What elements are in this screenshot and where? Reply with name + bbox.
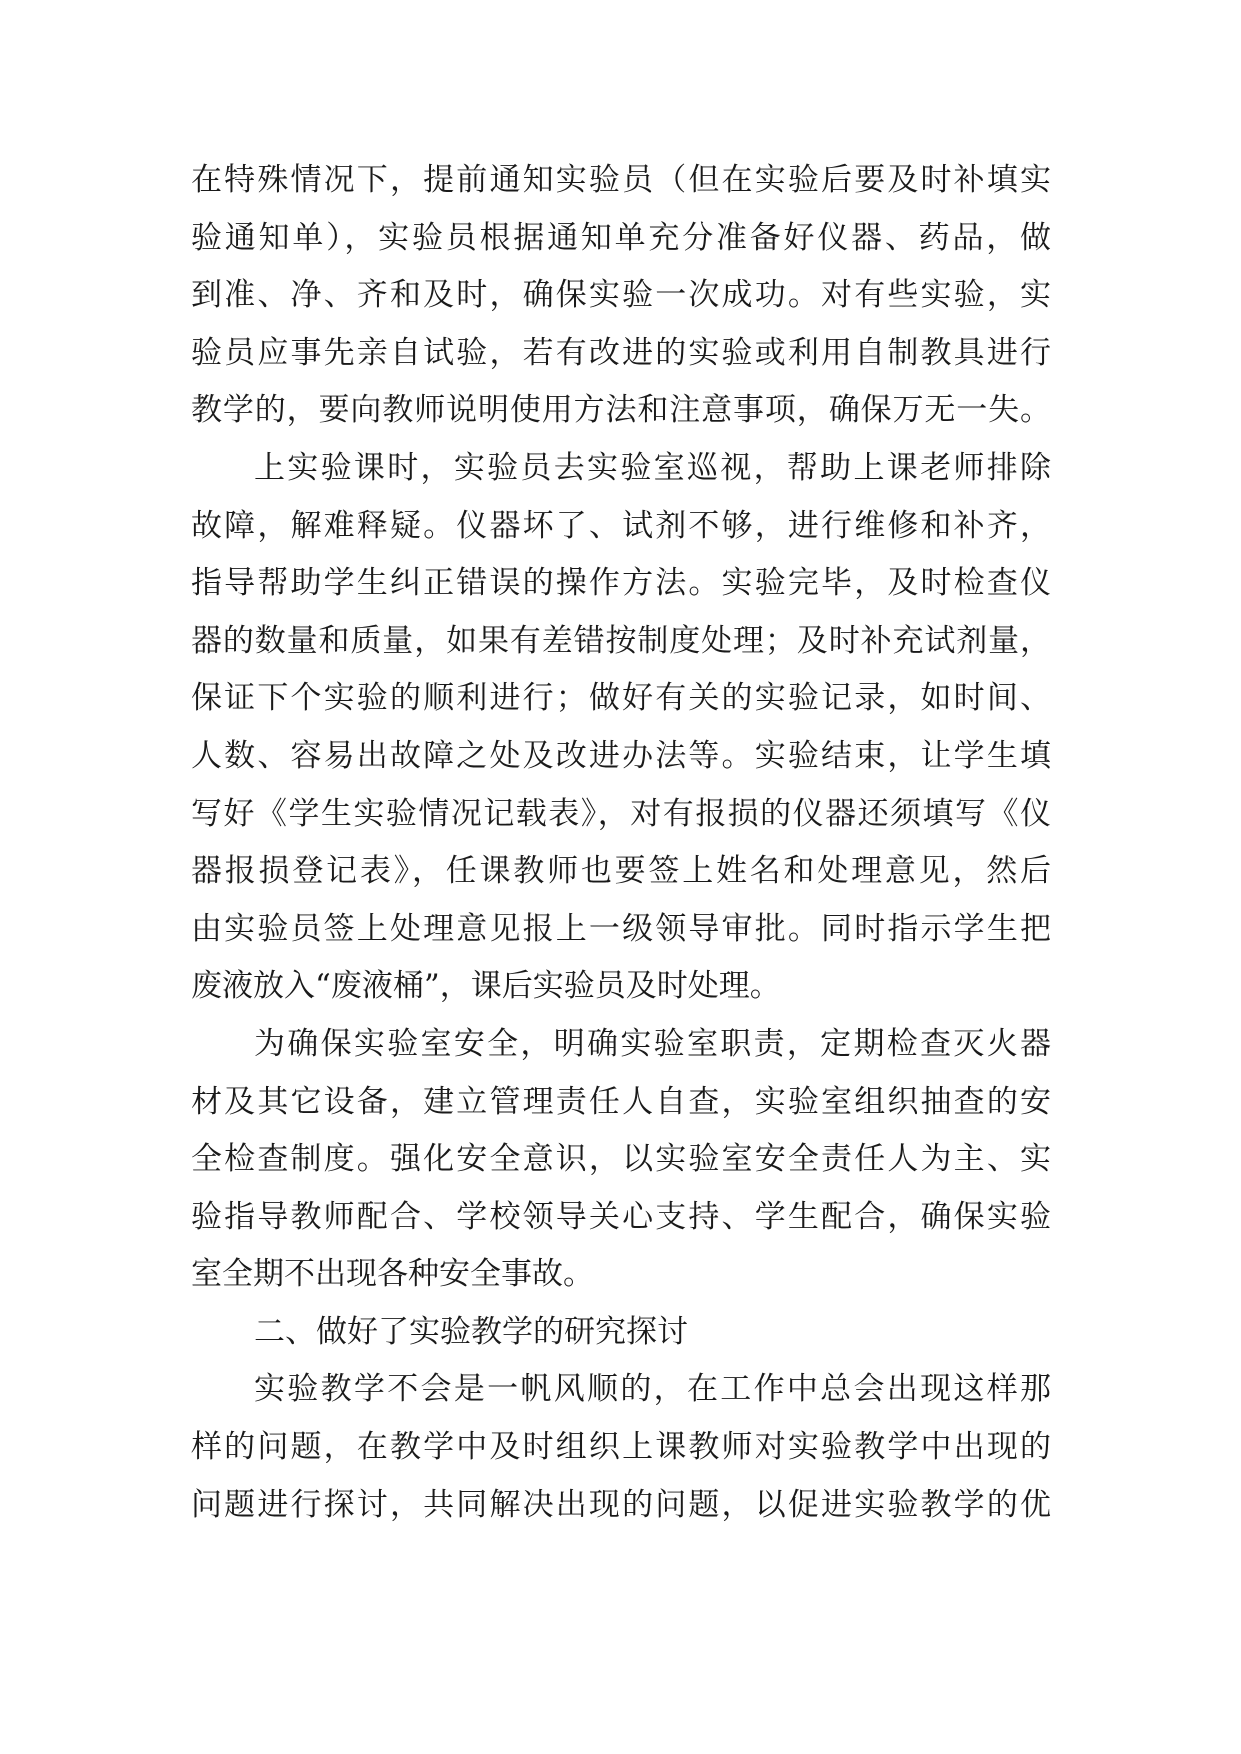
text-line: 样的问题，在教学中及时组织上课教师对实验教学中出现的	[191, 1429, 1051, 1466]
text-line: 到准、净、齐和及时，确保实验一次成功。对有些实验，实	[191, 277, 1051, 314]
text-line: 验员应事先亲自试验，若有改进的实验或利用自制教具进行	[191, 334, 1051, 371]
text-line: 室全期不出现各种安全事故。	[191, 1256, 594, 1293]
text-line: 教学的，要向教师说明使用方法和注意事项，确保万无一失。	[191, 392, 1051, 429]
text-line: 问题进行探讨，共同解决出现的问题，以促进实验教学的优	[191, 1486, 1051, 1523]
text-line: 指导帮助学生纠正错误的操作方法。实验完毕，及时检查仪	[191, 565, 1051, 602]
text-line: 在特殊情况下，提前通知实验员（但在实验后要及时补填实	[191, 162, 1051, 198]
text-line: 废液放入“废液桶”，课后实验员及时处理。	[191, 968, 781, 1005]
text-line: 全检查制度。强化安全意识，以实验室安全责任人为主、实	[191, 1141, 1051, 1178]
paragraph-teaching-research	[191, 1361, 1051, 1534]
text-line: 人数、容易出故障之处及改进办法等。实验结束，让学生填	[191, 737, 1051, 774]
text-line: 验通知单），实验员根据通知单充分准备好仪器、药品，做	[191, 219, 1051, 256]
text-line: 为确保实验室安全，明确实验室职责，定期检查灭火器	[254, 1025, 1051, 1062]
text-line: 材及其它设备，建立管理责任人自查，实验室组织抽查的安	[191, 1083, 1051, 1120]
text-line: 实验教学不会是一帆风顺的，在工作中总会出现这样那	[254, 1371, 1051, 1408]
section-heading	[191, 1304, 1051, 1362]
text-line: 验指导教师配合、学校领导关心支持、学生配合，确保实验	[191, 1198, 1051, 1235]
text-line: 器的数量和质量，如果有差错按制度处理；及时补充试剂量，	[191, 622, 1051, 659]
section-heading-text: 二、做好了实验教学的研究探讨	[254, 1313, 688, 1350]
text-line: 器报损登记表》，任课教师也要签上姓名和处理意见，然后	[191, 853, 1051, 890]
text-line: 写好《学生实验情况记载表》，对有报损的仪器还须填写《仪	[191, 795, 1051, 832]
document-body	[191, 152, 1051, 1534]
text-line: 故障，解难释疑。仪器坏了、试剂不够，进行维修和补齐，	[191, 507, 1051, 544]
paragraph-continuation	[191, 152, 1051, 440]
paragraph-lab-safety	[191, 1016, 1051, 1304]
text-line: 保证下个实验的顺利进行；做好有关的实验记录，如时间、	[191, 680, 1051, 717]
paragraph-lab-class	[191, 440, 1051, 1016]
text-line: 上实验课时，实验员去实验室巡视，帮助上课老师排除	[254, 449, 1051, 486]
text-line: 由实验员签上处理意见报上一级领导审批。同时指示学生把	[191, 910, 1051, 947]
